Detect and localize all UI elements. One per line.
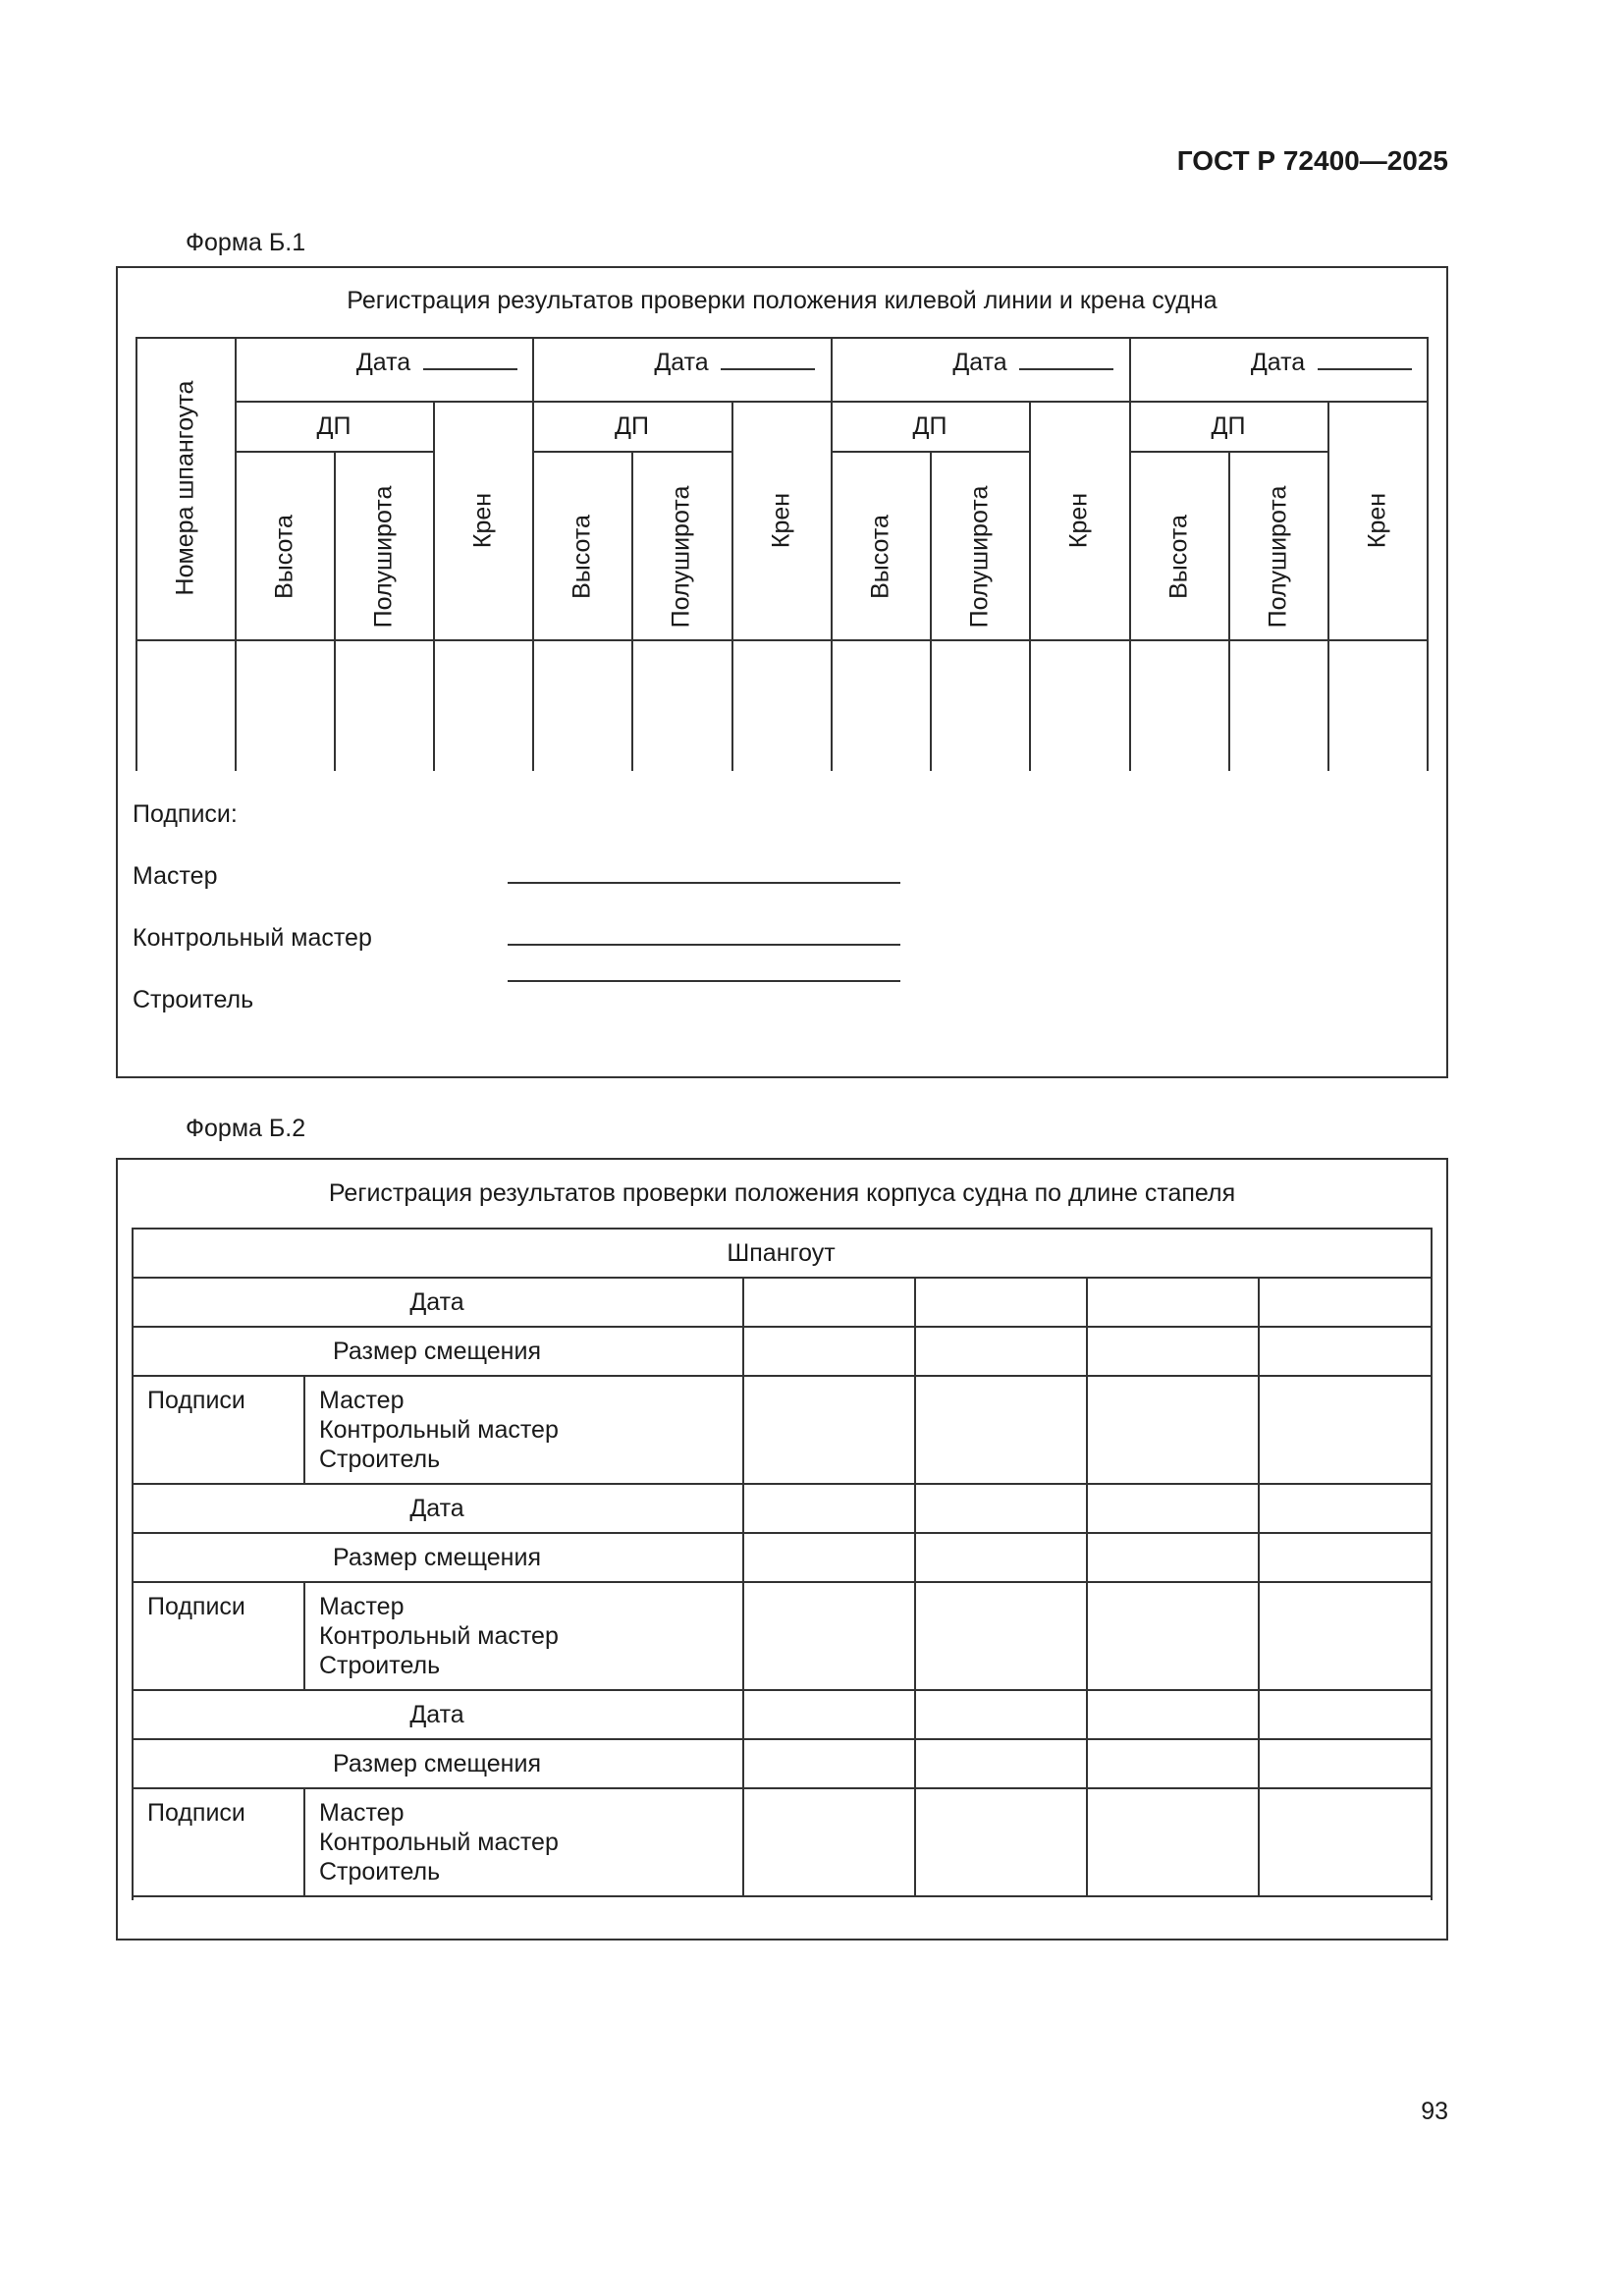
offset-value-cell[interactable] (1260, 1740, 1431, 1787)
offset-value-cell[interactable] (1088, 1534, 1258, 1581)
signature-value-cell[interactable] (1088, 1377, 1258, 1483)
height-column-header: Высота (568, 515, 595, 599)
role-label: Строитель (319, 1652, 441, 1679)
role-label: Мастер (319, 1593, 405, 1620)
signature-value-cell[interactable] (916, 1789, 1086, 1895)
date-label: Дата (1250, 349, 1306, 376)
dp-row-line (1129, 451, 1327, 453)
offset-value-cell[interactable] (916, 1534, 1086, 1581)
heel-column-header: Крен (1363, 492, 1390, 548)
role-label: Мастер (319, 1799, 405, 1827)
data-cell[interactable] (733, 641, 831, 771)
date-row-line (532, 401, 831, 403)
data-cell[interactable] (435, 641, 532, 771)
offset-label: Размер смещения (333, 1338, 541, 1365)
date-value-cell[interactable] (916, 1485, 1086, 1532)
signature-value-cell[interactable] (1260, 1583, 1431, 1689)
height-column-header: Высота (866, 515, 893, 599)
halfwidth-column-header: Полуширота (369, 485, 397, 629)
signatures-label: Подписи (147, 1387, 245, 1414)
page-number: 93 (1421, 2098, 1448, 2125)
dp-label: ДП (912, 412, 947, 440)
builder-label: Строитель (133, 986, 254, 1013)
date-fill-line[interactable] (423, 349, 517, 370)
signature-value-cell[interactable] (1260, 1377, 1431, 1483)
offset-label: Размер смещения (333, 1544, 541, 1571)
date-label: Дата (654, 349, 709, 376)
height-column-header: Высота (270, 515, 298, 599)
date-value-cell[interactable] (1088, 1691, 1258, 1738)
date-value-cell[interactable] (744, 1691, 914, 1738)
signature-value-cell[interactable] (916, 1377, 1086, 1483)
table-right-border (1431, 1228, 1433, 1900)
document-id: ГОСТ Р 72400—2025 (1176, 145, 1448, 176)
offset-value-cell[interactable] (1088, 1328, 1258, 1375)
form-b1-title: Регистрация результатов проверки положения килевой линии и крена судна (347, 287, 1217, 314)
heel-column-header: Крен (468, 492, 496, 548)
role-label: Строитель (319, 1446, 441, 1473)
dp-row-line (532, 451, 731, 453)
date-row-line (831, 401, 1129, 403)
heel-column-header: Крен (1064, 492, 1093, 548)
date-value-cell[interactable] (1260, 1691, 1431, 1738)
signature-value-cell[interactable] (1088, 1789, 1258, 1895)
signatures-heading: Подписи: (133, 800, 238, 828)
data-cell[interactable] (633, 641, 731, 771)
height-column-header: Высота (1164, 515, 1192, 599)
date-label: Дата (409, 1701, 464, 1728)
dp-label: ДП (1211, 412, 1246, 440)
offset-value-cell[interactable] (1260, 1328, 1431, 1375)
row-line (132, 1895, 1433, 1897)
signature-value-cell[interactable] (1088, 1583, 1258, 1689)
date-label: Дата (409, 1288, 464, 1316)
date-value-cell[interactable] (1260, 1279, 1431, 1326)
offset-value-cell[interactable] (744, 1740, 914, 1787)
signatures-label: Подписи (147, 1799, 245, 1827)
dp-label: ДП (615, 412, 649, 440)
data-cell[interactable] (137, 641, 235, 771)
form-b2-label: Форма Б.2 (186, 1115, 306, 1142)
offset-value-cell[interactable] (916, 1740, 1086, 1787)
signature-value-cell[interactable] (744, 1377, 914, 1483)
date-value-cell[interactable] (916, 1691, 1086, 1738)
role-label: Контрольный мастер (319, 1622, 559, 1650)
halfwidth-column-header: Полуширота (965, 485, 993, 629)
offset-value-cell[interactable] (744, 1328, 914, 1375)
dp-row-line (235, 451, 433, 453)
data-cell[interactable] (237, 641, 334, 771)
offset-value-cell[interactable] (1260, 1534, 1431, 1581)
signature-value-cell[interactable] (744, 1583, 914, 1689)
date-label: Дата (952, 349, 1007, 376)
column-line (303, 1787, 305, 1895)
date-fill-line[interactable] (1019, 349, 1113, 370)
master-label: Мастер (133, 862, 218, 890)
role-label: Мастер (319, 1387, 405, 1414)
offset-value-cell[interactable] (1088, 1740, 1258, 1787)
signature-value-cell[interactable] (744, 1789, 914, 1895)
column-line (1427, 337, 1429, 771)
halfwidth-column-header: Полуширота (1264, 485, 1291, 629)
data-cell[interactable] (833, 641, 930, 771)
data-cell[interactable] (534, 641, 631, 771)
date-value-cell[interactable] (744, 1279, 914, 1326)
data-cell[interactable] (932, 641, 1029, 771)
frame-number-column-header: Номера шпангоута (171, 380, 198, 596)
data-cell[interactable] (336, 641, 433, 771)
data-cell[interactable] (1329, 641, 1427, 771)
date-fill-line[interactable] (1318, 349, 1412, 370)
table-top-border (135, 337, 1429, 339)
date-value-cell[interactable] (1088, 1279, 1258, 1326)
data-cell[interactable] (1230, 641, 1327, 771)
builder-signature-line[interactable] (508, 980, 900, 982)
offset-value-cell[interactable] (744, 1534, 914, 1581)
signature-value-cell[interactable] (1260, 1789, 1431, 1895)
table-top-border (132, 1228, 1433, 1230)
date-value-cell[interactable] (744, 1485, 914, 1532)
date-label: Дата (409, 1495, 464, 1522)
date-value-cell[interactable] (916, 1279, 1086, 1326)
signatures-label: Подписи (147, 1593, 245, 1620)
date-value-cell[interactable] (1088, 1485, 1258, 1532)
data-cell[interactable] (1131, 641, 1228, 771)
form-b1-label: Форма Б.1 (186, 229, 306, 256)
master-signature-line[interactable] (508, 882, 900, 884)
date-label: Дата (355, 349, 411, 376)
date-row-line (235, 401, 532, 403)
control-master-signature-line[interactable] (508, 944, 900, 946)
column-line (303, 1375, 305, 1483)
date-value-cell[interactable] (1260, 1485, 1431, 1532)
signature-value-cell[interactable] (916, 1583, 1086, 1689)
date-row-line (1129, 401, 1427, 403)
heel-column-header: Крен (767, 492, 794, 548)
halfwidth-column-header: Полуширота (667, 485, 695, 629)
offset-label: Размер смещения (333, 1750, 541, 1777)
role-label: Контрольный мастер (319, 1829, 559, 1856)
role-label: Контрольный мастер (319, 1416, 559, 1444)
date-fill-line[interactable] (721, 349, 815, 370)
control-master-label: Контрольный мастер (133, 924, 372, 952)
dp-label: ДП (316, 412, 352, 440)
form-b2-title: Регистрация результатов проверки положения корпуса судна по длине стапеля (328, 1179, 1236, 1207)
column-line (303, 1581, 305, 1689)
dp-row-line (831, 451, 1029, 453)
role-label: Строитель (319, 1858, 441, 1886)
frame-header: Шпангоут (727, 1239, 836, 1267)
offset-value-cell[interactable] (916, 1328, 1086, 1375)
data-cell[interactable] (1031, 641, 1129, 771)
